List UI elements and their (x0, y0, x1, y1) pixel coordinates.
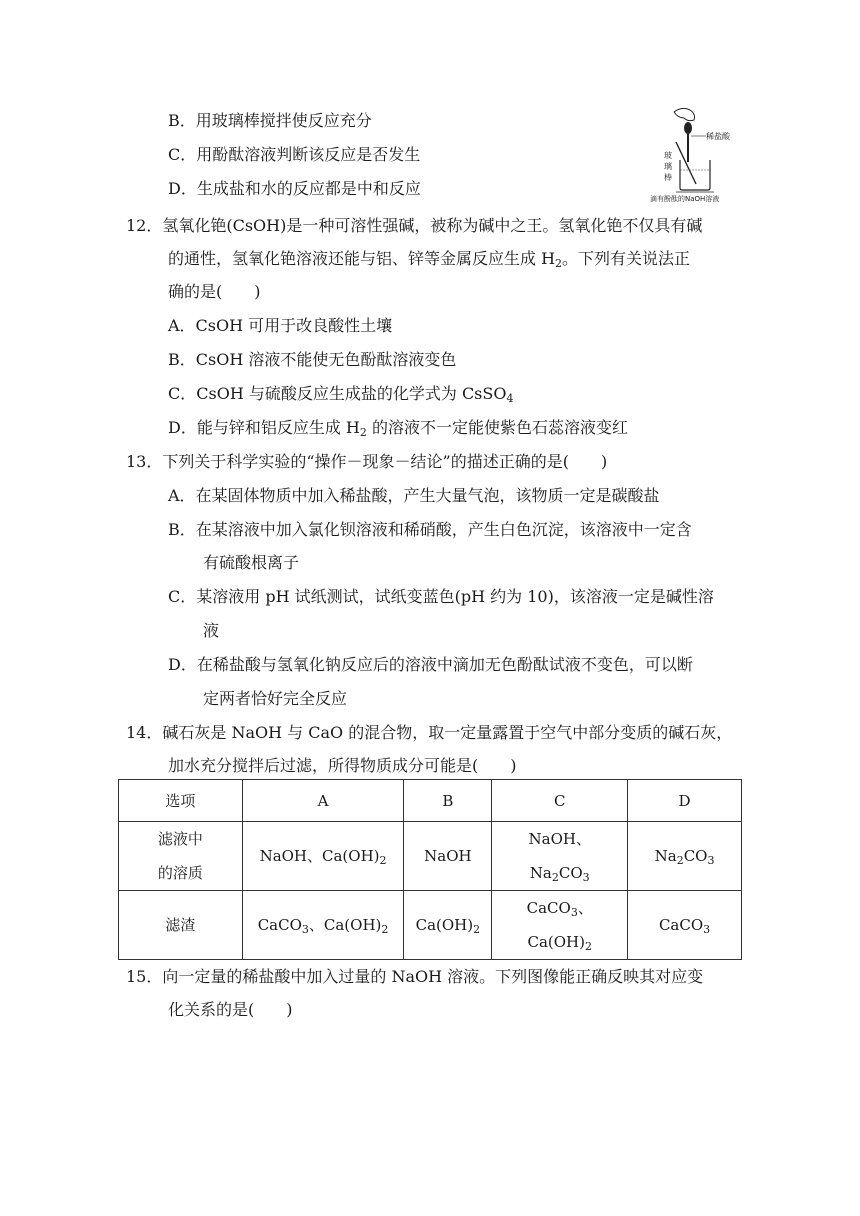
q12-option-b: B．CsOH 溶液不能使无色酚酞溶液变色 (168, 350, 457, 369)
table-row-residue (119, 891, 742, 960)
q14-options-table (118, 779, 742, 960)
q13-option-d-line-1: D．在稀盐酸与氢氧化钠反应后的溶液中滴加无色酚酞试液不变色，可以断 (168, 655, 693, 674)
table-header-cell: C (492, 780, 628, 822)
cell-filtrate-d: $Na_2CO_3$ (628, 822, 742, 891)
q11-option-c: C．用酚酞溶液判断该反应是否发生 (168, 145, 421, 164)
figure-label-beaker: 滴有酚酞的NaOH溶液 (650, 195, 720, 203)
q13-option-c-line-2: 液 (203, 621, 220, 640)
figure-label-rod-2: 璃 (664, 162, 672, 171)
q13-option-d-line-2: 定两者恰好完全反应 (203, 689, 348, 708)
q14-stem-line-2: 加水充分搅拌后过滤，所得物质成分可能是( ) (168, 756, 517, 775)
dropper-beaker-illustration (646, 104, 736, 204)
q11-option-b: B．用玻璃棒搅拌使反应充分 (168, 111, 372, 130)
q13-option-a: A．在某固体物质中加入稀盐酸，产生大量气泡，该物质一定是碳酸盐 (168, 486, 660, 505)
figure-label-rod-3: 棒 (664, 173, 672, 182)
q11-option-d: D．生成盐和水的反应都是中和反应 (168, 179, 421, 198)
table-header-cell: A (242, 780, 404, 822)
q15-stem-line-2: 化关系的是( ) (168, 1000, 293, 1019)
table-header-cell: 选项 (119, 780, 243, 822)
cell-residue-d: CaCO$_3$ (628, 891, 742, 960)
table-header-row (119, 780, 742, 822)
cell-filtrate-b: NaOH (404, 822, 492, 891)
q12-stem-line-3: 确的是( ) (168, 282, 261, 301)
q12-option-c: C．CsOH 与硫酸反应生成盐的化学式为 CsSO$_4$ (168, 384, 514, 405)
row-label-residue: 滤渣 (119, 891, 243, 960)
cell-residue-a: CaCO$_3$、$Ca(OH)_2$ (242, 891, 404, 960)
q12-stem-line-2: 的通性，氢氧化铯溶液还能与铝、锌等金属反应生成 $H_2$。下列有关说法正 (168, 249, 691, 270)
cell-residue-b: $Ca(OH)_2$ (404, 891, 492, 960)
q15-stem-line-1: 15．向一定量的稀盐酸中加入过量的 NaOH 溶液。下列图像能正确反映其对应变 (126, 967, 704, 986)
figure-label-rod-1: 玻 (664, 151, 672, 160)
q12-option-a: A．CsOH 可用于改良酸性土壤 (168, 316, 393, 335)
q13-option-c-line-1: C．某溶液用 pH 试纸测试，试纸变蓝色(pH 约为 10)，该溶液一定是碱性溶 (168, 587, 714, 606)
q13-stem: 13．下列关于科学实验的“操作－现象－结论”的描述正确的是( ) (126, 452, 608, 471)
q14-stem-line-1: 14．碱石灰是 NaOH 与 CaO 的混合物，取一定量露置于空气中部分变质的碱石灰， (126, 723, 733, 742)
cell-filtrate-c: NaOH、 $Na_2CO_3$ (492, 822, 628, 891)
table-header-cell: D (628, 780, 742, 822)
figure-label-acid: 稀盐酸 (706, 132, 730, 141)
row-label-filtrate: 滤液中 的溶质 (119, 822, 243, 891)
table-header-cell: B (404, 780, 492, 822)
q13-option-b-line-2: 有硫酸根离子 (203, 553, 300, 572)
experiment-figure (646, 104, 736, 204)
table-row-filtrate (119, 822, 742, 891)
cell-residue-c: CaCO$_3$、 $Ca(OH)_2$ (492, 891, 628, 960)
cell-filtrate-a: NaOH、$Ca(OH)_2$ (242, 822, 404, 891)
q12-stem-line-1: 12．氢氧化铯(CsOH)是一种可溶性强碱，被称为碱中之王。氢氧化铯不仅具有碱 (126, 216, 703, 235)
q12-option-d: D．能与锌和铝反应生成 $H_2$ 的溶液不一定能使紫色石蕊溶液变红 (168, 418, 628, 439)
q13-option-b-line-1: B．在某溶液中加入氯化钡溶液和稀硝酸，产生白色沉淀，该溶液中一定含 (168, 520, 692, 539)
